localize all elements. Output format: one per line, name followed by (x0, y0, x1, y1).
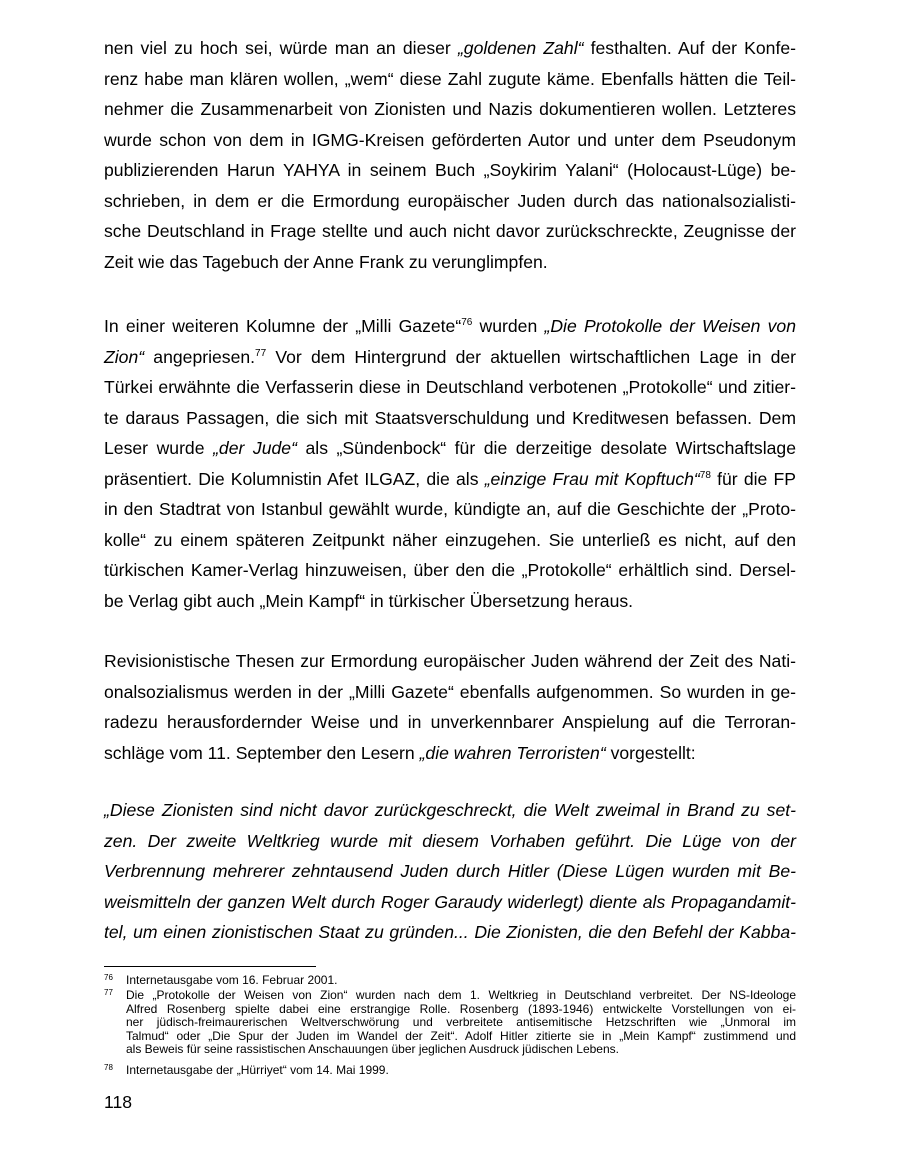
paragraph-2-line (104, 377, 796, 397)
text-run: als „Sündenbock“ für die derzeitige desolate Wirtschaftslage (296, 438, 796, 458)
text-run: schrieben, in dem er die Ermordung europäischer Juden durch das nationalsozialisti- (104, 190, 796, 211)
text-run: Leser wurde (104, 438, 214, 458)
text-run: Verbrennung mehrerer zehntausend Juden durch Hitler (Diese Lügen wurden mit Be- (104, 861, 796, 881)
paragraph-4-line (104, 800, 796, 820)
text-run: schläge vom 11. September den Lesern (104, 742, 420, 763)
footnote-text (126, 1064, 796, 1078)
text-run: wurden (472, 316, 545, 336)
footnote-line: Die „Protokolle der Weisen von Zion“ wurden nach dem 1. Weltkrieg in Deutschland verbreitet. Der NS-Ideologe (126, 988, 796, 1002)
text-run: „Diese Zionisten sind nicht davor zurückgeschreckt, die Welt zweimal in Brand zu set- (104, 800, 796, 820)
paragraph-2-line (104, 591, 796, 611)
text-run: in den Stadtrat von Istanbul gewählt wurde, kündigte an, auf die Geschichte der „Proto- (104, 499, 796, 519)
footnote-separator (104, 966, 316, 967)
paragraph-1-line (104, 99, 796, 119)
footnote-line: als Beweis für seine rassistischen Anschauungen über jeglichen Ausdruck jüdischen Lebens. (126, 1042, 619, 1056)
footnote-number: 77 (104, 988, 113, 997)
paragraph-4-line (104, 922, 796, 942)
text-run: onalsozialismus werden in der „Milli Gazete“ ebenfalls aufgenommen. So wurden in ge- (104, 681, 796, 702)
paragraph-1-line (104, 130, 796, 150)
text-run: festhalten. Auf der Konfe- (583, 38, 796, 58)
text-run: kolle“ zu einem späteren Zeitpunkt näher einzugehen. Sie unterließ es nicht, auf den (104, 529, 796, 550)
text-run: Revisionistische Thesen zur Ermordung europäischer Juden während der Zeit des Nati- (104, 651, 796, 671)
text-run: türkischen Kamer-Verlag hinzuweisen, über den die „Protokolle“ erhältlich sind. Dersel- (104, 560, 796, 580)
text-run: vorgestellt: (605, 742, 696, 763)
paragraph-3-line (104, 682, 796, 702)
text-run: nen viel zu hoch sei, würde man an dieser (104, 38, 458, 58)
paragraph-1-line (104, 191, 796, 211)
footnote-text (126, 989, 796, 1057)
text-run: tel, um einen zionistischen Staat zu gründen... Die Zionisten, die den Befehl der Kabba- (104, 922, 796, 942)
text-run: präsentiert. Die Kolumnistin Afet ILGAZ, die als (104, 468, 485, 489)
text-run: Vor dem Hintergrund der aktuellen wirtschaftlichen Lage in der (266, 346, 796, 367)
paragraph-2-line (104, 560, 796, 580)
emphasis: „Die Protokolle der Weisen von (544, 316, 796, 336)
text-run: nehmer die Zusammenarbeit von Zionisten und Nazis dokumentieren wollen. Letzteres (104, 99, 796, 119)
paragraph-3-line (104, 651, 796, 671)
text-run: renz habe man klären wollen, „wem“ diese Zahl zugute käme. Ebenfalls hätten die Teil- (104, 68, 796, 89)
text-run: für die FP (710, 468, 796, 489)
text-run: publizierenden Harun YAHYA in seinem Buch „Soykirim Yalani“ (Holocaust-Lüge) be- (104, 160, 796, 180)
footnote-line: Internetausgabe vom 16. Februar 2001. (126, 973, 338, 987)
text-run: Zeit wie das Tagebuch der Anne Frank zu verunglimpfen. (104, 251, 548, 272)
paragraph-1-line (104, 160, 796, 180)
paragraph-2-line (104, 530, 796, 550)
emphasis: „einzige Frau mit Kopftuch“ (484, 468, 700, 489)
paragraph-2-line (104, 408, 796, 428)
paragraph-4-line (104, 861, 796, 881)
text-run: radezu herausfordernder Weise und in unverkennbarer Anspielung auf die Terroran- (104, 712, 796, 732)
footnote-line: ner jüdisch-freimaurerischen Weltverschwörung und verbreitete antisemitische Hetzschriften wie „Unmoral im (126, 1015, 796, 1029)
text-run: angepriesen. (144, 346, 256, 367)
footnote-number: 76 (104, 973, 113, 982)
paragraph-3-line (104, 712, 796, 732)
paragraph-2-line (104, 438, 796, 458)
paragraph-2-line (104, 469, 796, 489)
page-number: 118 (104, 1092, 133, 1112)
text-run: zen. Der zweite Weltkrieg wurde mit diesem Vorhaben geführt. Die Lüge von der (104, 830, 796, 851)
footnote-ref: 76 (461, 317, 473, 328)
emphasis: „goldenen Zahl“ (457, 38, 584, 58)
paragraph-1-line (104, 252, 796, 272)
text-run: sche Deutschland in Frage stellte und auch nicht davor zurückschreckte, Zeugnisse der (104, 221, 796, 241)
paragraph-1-line (104, 221, 796, 241)
paragraph-4-line (104, 831, 796, 851)
text-run: weismitteln der ganzen Welt durch Roger Garaudy widerlegt) diente als Propagandamit- (104, 891, 796, 912)
footnote-ref: 78 (699, 469, 711, 481)
footnote-ref: 77 (255, 347, 267, 359)
text-run: In einer weiteren Kolumne der „Milli Gazete“ (104, 316, 462, 336)
text-run: be Verlag gibt auch „Mein Kampf“ in türkischer Übersetzung heraus. (104, 590, 634, 611)
footnote-line: Talmud“ oder „Die Spur der Juden im Wandel der Zeit“. Adolf Hitler zitierte sie in „Mein Kampf“ zustimmend und (126, 1028, 796, 1043)
text-run: wurde schon von dem in IGMG-Kreisen geförderten Autor und unter dem Pseudonym (104, 129, 796, 150)
paragraph-2-line (104, 499, 796, 519)
emphasis: „der Jude“ (213, 438, 297, 458)
paragraph-1-line (104, 69, 796, 89)
paragraph-1-line (104, 38, 796, 58)
footnote-line: Alfred Rosenberg spielte dabei eine erstrangige Rolle. Rosenberg (1893-1946) entwickelte Vorstellungen von ei- (126, 1001, 796, 1016)
emphasis: „die wahren Terroristen“ (419, 742, 606, 763)
text-run: Türkei erwähnte die Verfasserin diese in Deutschland verbotenen „Protokolle“ und zitier- (104, 377, 796, 397)
paragraph-2-line (104, 316, 796, 336)
footnote-text (126, 974, 796, 988)
emphasis: Zion“ (104, 346, 145, 367)
paragraph-4-line (104, 892, 796, 912)
paragraph-2-line (104, 347, 796, 367)
paragraph-3-line (104, 743, 796, 763)
footnote-line: Internetausgabe der „Hürriyet“ vom 14. Mai 1999. (126, 1063, 389, 1077)
footnote-number: 78 (104, 1063, 113, 1072)
text-run: te daraus Passagen, die sich mit Staatsverschuldung und Kreditwesen befassen. Dem (104, 407, 796, 428)
